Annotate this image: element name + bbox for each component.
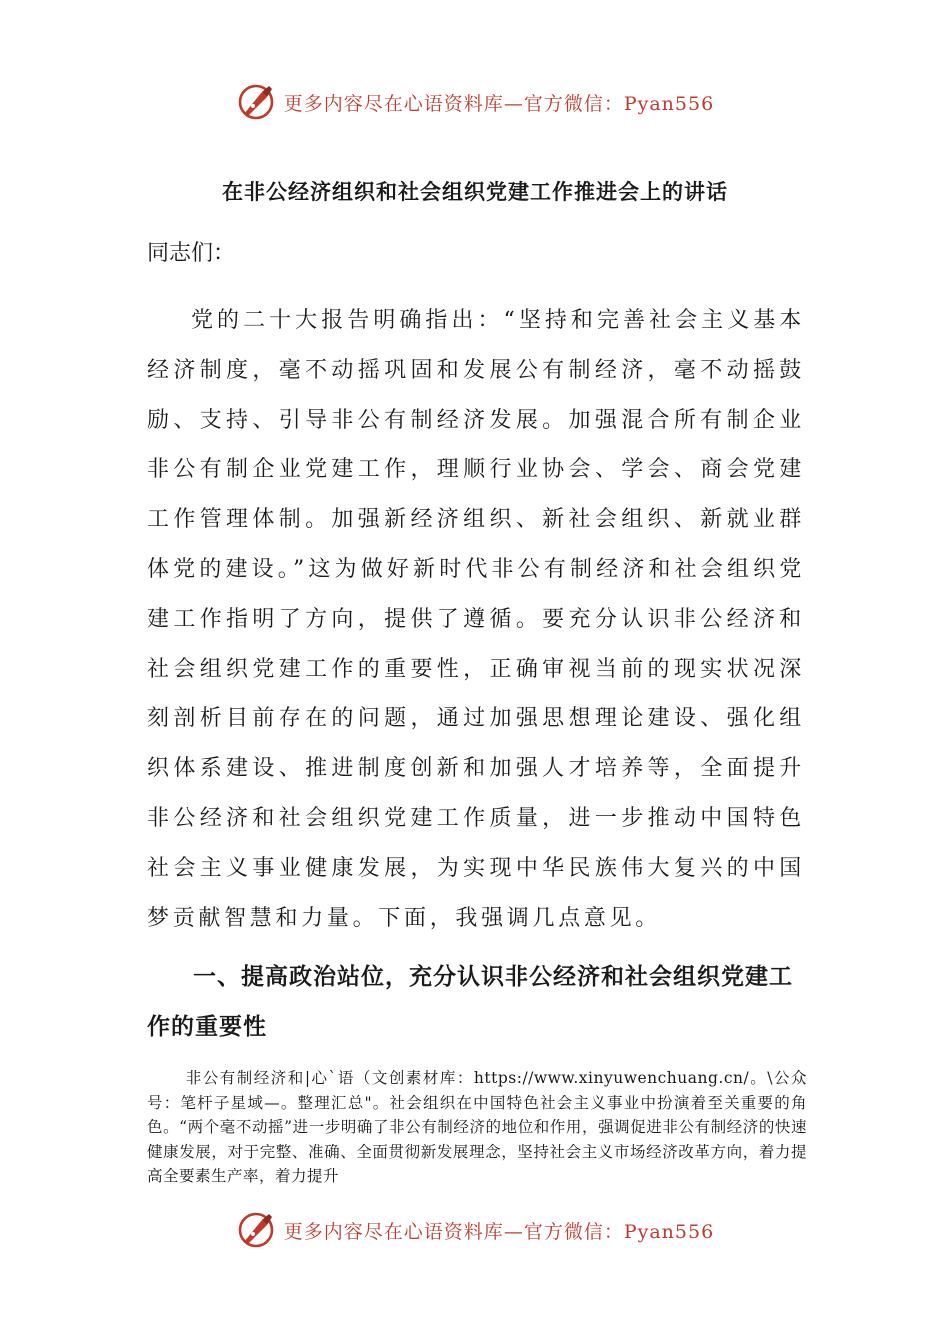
intro-paragraph: 党的二十大报告明确指出：“坚持和完善社会主义基本经济制度，毫不动摇巩固和发展公有制经济，毫不动摇鼓励、支持、引导非公有制经济发展。加强混合所有制企业非公有制企业党建工作，理顺行业协会、学会、商会党建工作管理体制。加强新经济组织、新社会组织、新就业群体党的建设。”这为做好新时代非公有制经济和社会组织党建工作指明了方向，提供了遵循。要充分认识非公经济和社会组织党建工作的重要性，正确审视当前的现实状况深刻剖析目前存在的问题，通过加强思想理论建设、强化组织体系建设、推进制度创新和加强人才培养等，全面提升非公经济和社会组织党建工作质量，进一步推动中国特色社会主义事业健康发展，为实现中华民族伟大复兴的中国梦贡献智慧和力量。下面，我强调几点意见。 [147, 308, 805, 931]
header-banner [0, 80, 950, 124]
document-title: 在非公经济组织和社会组织党建工作推进会上的讲话 [222, 180, 728, 204]
section-paragraph: 非公有制经济和|心`语（文创素材库：https://www.xinyuwenchuang.cn/。\公众号：笔杆子星域—。整理汇总"。社会组织在中国特色社会主义事业中扮演着至关重要的角色。“两个毫不动摇”进一步明确了非公有制经济的地位和作用，强调促进非公有制经济的快速健康发展，对于完整、准确、全面贯彻新发展理念，坚持社会主义市场经济改革方向，着力提高全要素生产率，着力提升 [147, 1069, 807, 1186]
salutation: 同志们： [147, 241, 236, 266]
footer-banner [0, 1208, 950, 1252]
pen-nib-logo-icon [236, 1210, 276, 1250]
footer-banner-text: 更多内容尽在心语资料库—官方微信：Pyan556 [283, 1220, 715, 1243]
pen-nib-logo-icon [236, 82, 276, 122]
header-banner-text: 更多内容尽在心语资料库—官方微信：Pyan556 [283, 92, 715, 115]
section-heading: 一、提高政治站位，充分认识非公经济和社会组织党建工作的重要性 [147, 964, 793, 1040]
